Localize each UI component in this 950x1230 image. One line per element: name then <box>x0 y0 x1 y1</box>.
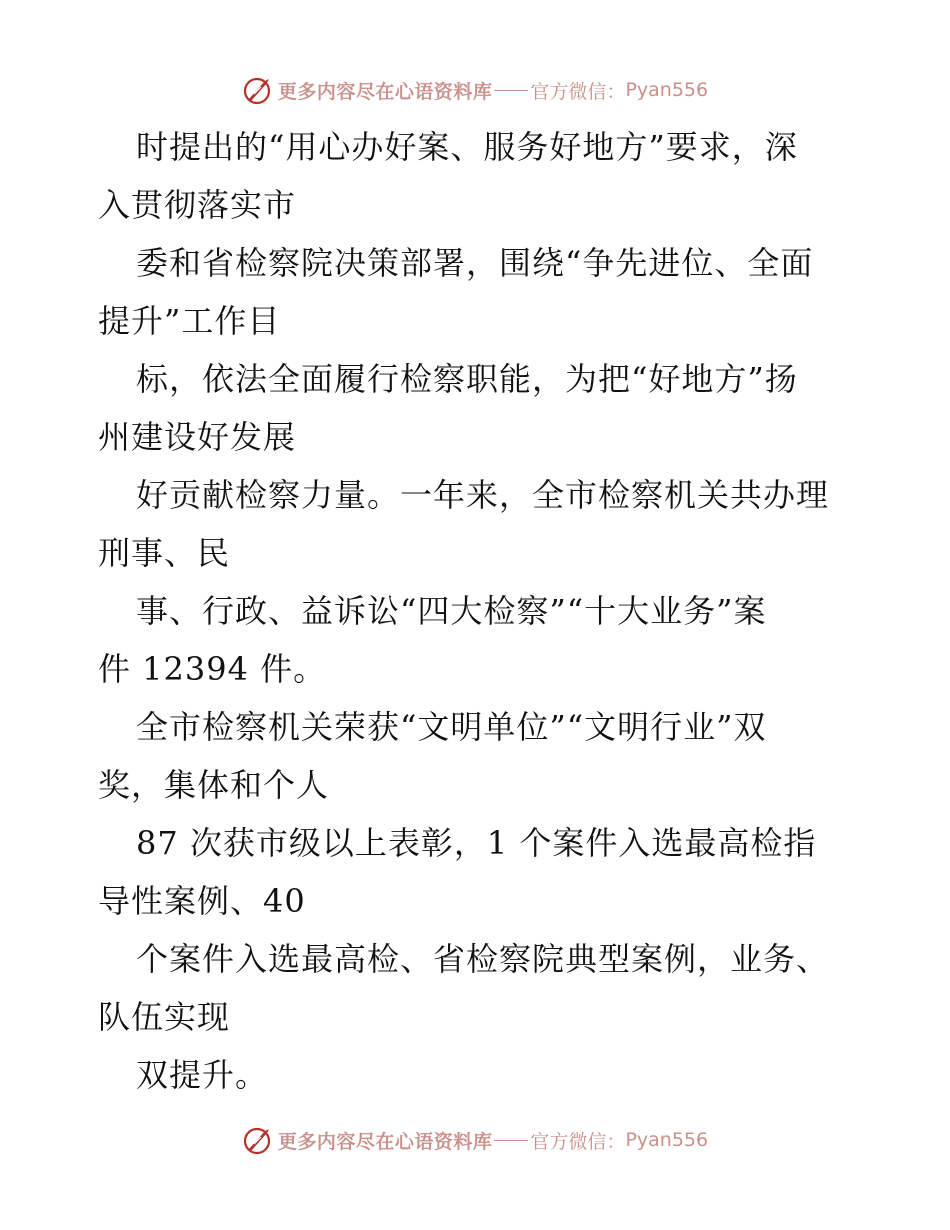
body-line: 入贯彻落实市 <box>98 186 297 224</box>
body-line: 州建设好发展 <box>98 418 297 456</box>
header-wechat-id: Pyan556 <box>625 79 709 101</box>
quill-logo-icon <box>242 74 274 106</box>
body-line: 个案件入选最高检、省检察院典型案例，业务、 <box>136 940 830 978</box>
quill-logo-icon <box>242 1124 274 1156</box>
body-line: 87 次获市级以上表彰，1 个案件入选最高检指 <box>136 824 817 862</box>
body-line: 导性案例、40 <box>98 882 306 920</box>
body-line: 队伍实现 <box>98 998 231 1036</box>
body-line: 双提升。 <box>136 1056 269 1094</box>
body-line: 件 12394 件。 <box>98 650 327 688</box>
body-line: 委和省检察院决策部署，围绕“争先进位、全面 <box>136 244 814 282</box>
body-line: 时提出的“用心办好案、服务好地方”要求，深 <box>136 128 798 166</box>
body-line: 好贡献检察力量。一年来，全市检察机关共办理 <box>136 476 830 514</box>
body-line: 全市检察机关荣获“文明单位”“文明行业”双 <box>136 708 767 746</box>
footer-brand-text: 更多内容尽在心语资料库 <box>277 1130 493 1153</box>
header-brand-text: 更多内容尽在心语资料库 <box>277 80 493 103</box>
footer-dash <box>494 1140 528 1141</box>
body-line: 提升”工作目 <box>98 302 281 340</box>
document-body <box>98 118 858 1104</box>
footer-wechat-label: 官方微信： <box>530 1130 626 1153</box>
body-line: 奖，集体和个人 <box>98 766 330 804</box>
body-line: 刑事、民 <box>98 534 231 572</box>
header-wechat-label: 官方微信： <box>530 80 626 103</box>
footer-watermark <box>0 1120 950 1160</box>
body-line: 标，依法全面履行检察职能，为把“好地方”扬 <box>136 360 798 398</box>
header-watermark <box>0 70 950 110</box>
footer-wechat-id: Pyan556 <box>625 1129 709 1151</box>
body-line: 事、行政、益诉讼“四大检察”“十大业务”案 <box>136 592 767 630</box>
header-dash <box>494 90 528 91</box>
